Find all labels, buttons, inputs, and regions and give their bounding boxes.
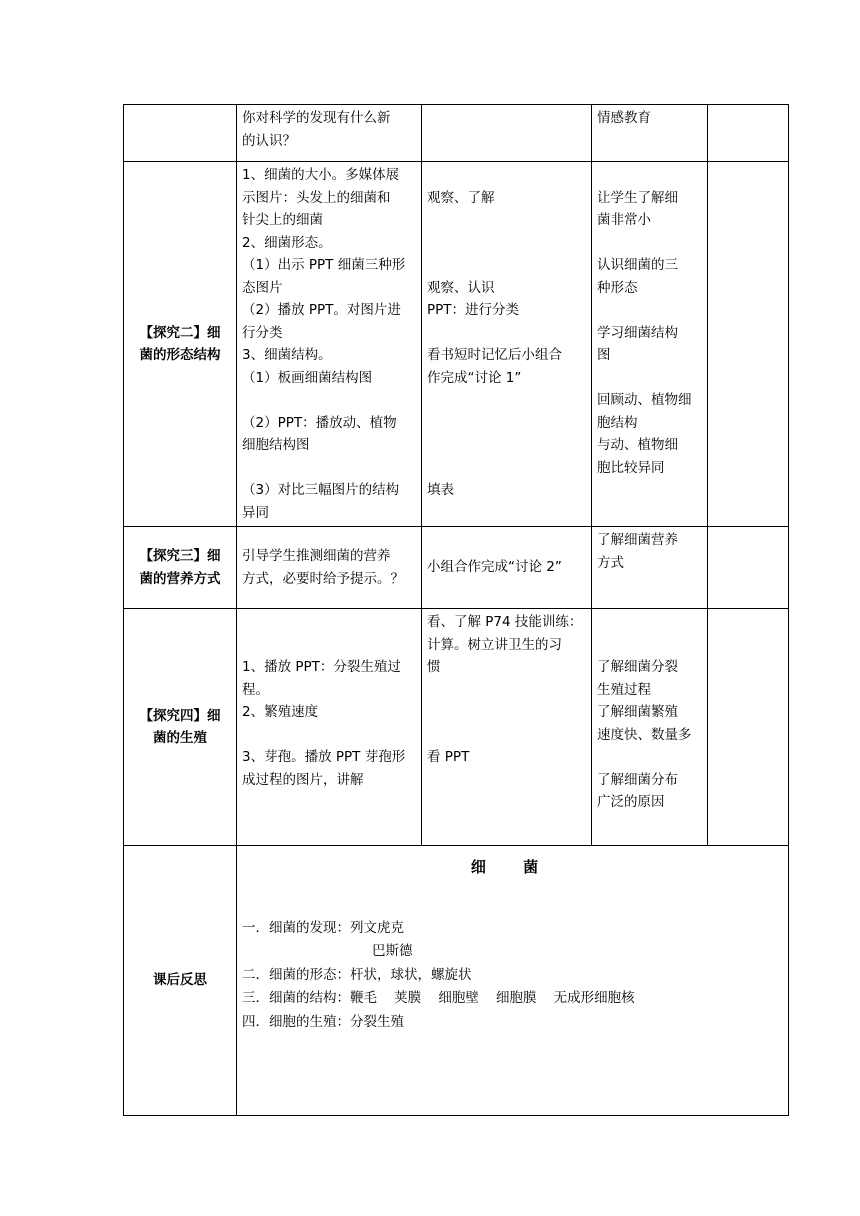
stage-label: 【探究二】细 xyxy=(139,324,221,341)
row-intro xyxy=(124,105,789,162)
teacher-activity-cell xyxy=(237,162,422,527)
text-line: 胞结构 xyxy=(597,414,638,431)
goal-cell xyxy=(592,162,708,527)
text-line: 学习细菌结构 xyxy=(597,324,678,341)
text-line: 生殖过程 xyxy=(597,681,651,698)
lesson-plan-table xyxy=(123,104,789,1116)
text-line: 情感教育 xyxy=(597,110,651,126)
goal-cell xyxy=(592,105,708,162)
text-line: 惯 xyxy=(427,659,441,675)
student-activity-cell xyxy=(422,609,592,846)
text-line: 小组合作完成“讨论 2” xyxy=(427,559,562,576)
text-line: 图 xyxy=(597,347,611,363)
text-line: 1、播放 PPT：分裂生殖过 xyxy=(242,659,401,675)
spacer xyxy=(427,322,586,345)
text-line: （1）出示 PPT 细菌三种形 xyxy=(242,257,406,273)
stage-cell xyxy=(124,846,237,1116)
notes-cell xyxy=(708,527,789,609)
spacer xyxy=(597,299,702,322)
spacer xyxy=(427,209,586,232)
text-line: 广泛的原因 xyxy=(597,794,665,810)
spacer xyxy=(597,634,702,657)
text-line: 了解细菌分布 xyxy=(597,771,678,788)
text-line: 菌非常小 xyxy=(597,212,651,228)
spacer xyxy=(242,634,416,657)
spacer xyxy=(597,611,702,634)
text-line: 程。 xyxy=(242,681,269,698)
summary-line: 二．细菌的形态：杆状，球状，螺旋状 xyxy=(242,966,472,983)
goal-cell xyxy=(592,609,708,846)
row-reflection xyxy=(124,846,789,1116)
blackboard-summary-cell xyxy=(237,846,789,1116)
text-line: 示图片：头发上的细菌和 xyxy=(242,189,391,206)
text-line: 方式，必要时给予提示。？ xyxy=(242,570,404,587)
spacer xyxy=(242,457,416,480)
spacer xyxy=(597,746,702,769)
text-line: 3、细菌结构。 xyxy=(242,347,332,363)
spacer xyxy=(427,434,586,457)
spacer xyxy=(427,724,586,747)
stage-label: 【探究三】细 xyxy=(139,548,221,564)
row-explore3 xyxy=(124,527,789,609)
text-line: 2、细菌形态。 xyxy=(242,234,332,251)
goal-cell xyxy=(592,527,708,609)
text-line: PPT：进行分类 xyxy=(427,302,520,318)
text-line: 回顾动、植物细 xyxy=(597,392,692,408)
text-line: 计算。树立讲卫生的习 xyxy=(427,636,562,653)
teacher-activity-cell xyxy=(237,105,422,162)
stage-label: 菌的形态结构 xyxy=(139,347,221,363)
stage-label: 菌的营养方式 xyxy=(139,570,221,587)
stage-cell xyxy=(124,162,237,527)
text-line: 认识细菌的三 xyxy=(597,257,678,273)
teacher-activity-cell xyxy=(237,609,422,846)
text-line: 了解细菌营养 xyxy=(597,532,678,548)
row-explore2 xyxy=(124,162,789,527)
spacer xyxy=(427,389,586,412)
text-line: 3、芽孢。播放 PPT 芽孢形 xyxy=(242,749,406,765)
stage-label: 菌的生殖 xyxy=(153,730,207,746)
spacer xyxy=(427,701,586,724)
text-line: 看 PPT xyxy=(427,749,470,765)
summary-line: 巴斯德 xyxy=(372,943,413,959)
text-line: 针尖上的细菌 xyxy=(242,212,323,228)
text-line: 了解细菌繁殖 xyxy=(597,704,678,720)
text-line: 2、繁殖速度 xyxy=(242,704,319,720)
spacer xyxy=(597,232,702,255)
text-line: 观察、认识 xyxy=(427,279,495,296)
spacer xyxy=(427,457,586,480)
spacer xyxy=(242,389,416,412)
student-activity-cell xyxy=(422,105,592,162)
text-line: 速度快、数量多 xyxy=(597,726,692,743)
summary-line: 三．细菌的结构：鞭毛 荚膜 细胞壁 细胞膜 无成形细胞核 xyxy=(242,990,635,1006)
spacer xyxy=(427,232,586,255)
text-line: （3）对比三幅图片的结构 xyxy=(242,482,400,498)
text-line: 1、细菌的大小。多媒体展 xyxy=(242,167,400,183)
student-activity-cell xyxy=(422,162,592,527)
text-line: 行分类 xyxy=(242,324,283,341)
text-line: 胞比较异同 xyxy=(597,459,665,476)
text-line: 与动、植物细 xyxy=(597,437,678,453)
text-line: 引导学生推测细菌的营养 xyxy=(242,548,391,564)
text-line: 填表 xyxy=(427,482,454,498)
text-line: 作完成“讨论 1” xyxy=(427,369,522,386)
text-line: （2）播放 PPT。对图片进 xyxy=(242,302,401,318)
text-line: 成过程的图片，讲解 xyxy=(242,771,364,788)
text-line: 种形态 xyxy=(597,279,638,296)
text-line: 态图片 xyxy=(242,279,283,296)
spacer xyxy=(427,412,586,435)
spacer xyxy=(427,164,586,187)
text-line: （1）板画细菌结构图 xyxy=(242,369,373,386)
spacer xyxy=(427,679,586,702)
notes-cell xyxy=(708,609,789,846)
spacer xyxy=(427,254,586,277)
teacher-activity-cell xyxy=(237,527,422,609)
text-line: 让学生了解细 xyxy=(597,189,678,206)
stage-cell-empty xyxy=(124,105,237,162)
text-line: 看、了解 P74 技能训练： xyxy=(427,614,583,630)
text-line: 你对科学的发现有什么新 xyxy=(242,110,391,126)
summary-line: 四．细胞的生殖：分裂生殖 xyxy=(242,1013,404,1030)
summary-title: 细 菌 xyxy=(470,858,555,876)
text-line: 观察、了解 xyxy=(427,189,495,206)
notes-cell xyxy=(708,105,789,162)
spacer xyxy=(597,367,702,390)
text-line: （2）PPT：播放动、植物 xyxy=(242,414,397,431)
text-line: 细胞结构图 xyxy=(242,437,310,453)
text-line: 的认识？ xyxy=(242,132,296,149)
student-activity-cell xyxy=(422,527,592,609)
spacer xyxy=(242,724,416,747)
stage-cell xyxy=(124,527,237,609)
spacer xyxy=(597,164,702,187)
row-explore4 xyxy=(124,609,789,846)
stage-label: 课后反思 xyxy=(153,972,207,989)
text-line: 了解细菌分裂 xyxy=(597,659,678,675)
spacer xyxy=(242,611,416,634)
text-line: 异同 xyxy=(242,504,269,521)
summary-line: 一．细菌的发现：列文虎克 xyxy=(242,919,404,936)
text-line: 方式 xyxy=(597,554,624,571)
stage-label: 【探究四】细 xyxy=(139,707,221,724)
stage-cell xyxy=(124,609,237,846)
text-line: 看书短时记忆后小组合 xyxy=(427,347,562,363)
notes-cell xyxy=(708,162,789,527)
